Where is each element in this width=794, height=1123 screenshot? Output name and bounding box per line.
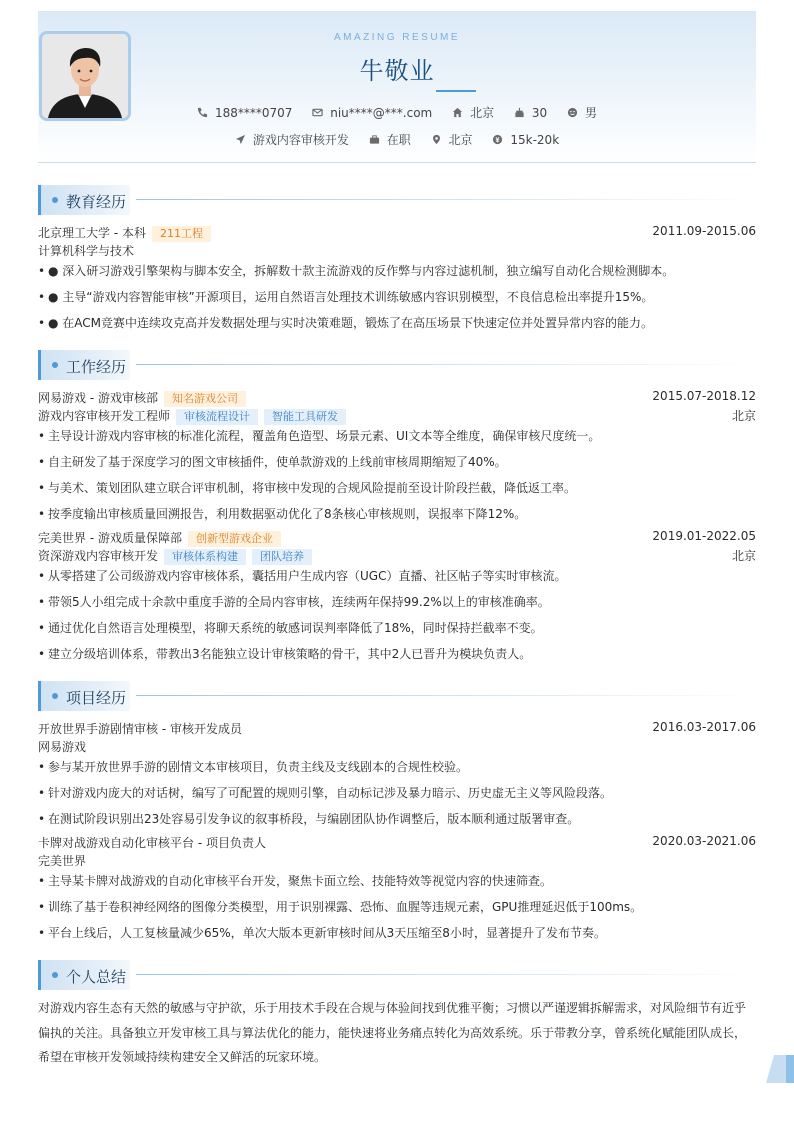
bullet-text: 自主研发了基于深度学习的图文审核插件，使单款游戏的上线前审核周期缩短了40%。 [48, 455, 507, 469]
mail-icon [312, 107, 323, 118]
role-tag: 审核流程设计 [176, 409, 258, 425]
bullet-text: 建立分级培训体系，带教出3名能独立设计审核策略的骨干，其中2人已晋升为模块负责人。 [48, 647, 532, 661]
residence-info [452, 104, 494, 121]
list-item: • 主导设计游戏内容审核的标准化流程，覆盖角色造型、场景元素、UI文本等全维度，确保审核尺度统一。 [38, 429, 601, 443]
section-dot [52, 972, 58, 978]
work-role [38, 407, 756, 425]
bullet-text: 按季度输出审核质量回溯报告，利用数据驱动优化了8条核心审核规则，误报率下降12%。 [48, 507, 527, 521]
list-item: • 从零搭建了公司级游戏内容审核体系，囊括用户生成内容（UGC）直播、社区帖子等实时审核流。 [38, 569, 567, 583]
bullet-text: ● 主导“游戏内容智能审核”开源项目，运用自然语言处理技术训练敏感内容识别模型，不良信息检出率提升15%。 [48, 290, 654, 304]
role-tag: 团队培养 [252, 549, 312, 565]
location-pin-icon [431, 134, 442, 145]
bullet-text: 平台上线后，人工复核量减少65%，单次大版本更新审核时间从3天压缩至8小时，显著提升了发布节奏。 [48, 926, 606, 940]
contact-row [38, 104, 756, 121]
job-intent-row [38, 131, 756, 148]
email-text: niu****@***.com [330, 105, 433, 120]
list-item: • 与美术、策划团队建立联合评审机制，将审核中发现的合规风险提前至设计阶段拦截，降低返工率。 [38, 481, 577, 495]
company-name: 完美世界 - 游戏质量保障部 [38, 531, 182, 545]
list-item: • 在测试阶段识别出23处容易引发争议的叙事桥段，与编剧团队协作调整后，版本顺利通过版署审查。 [38, 812, 580, 826]
bullet-text: 参与某开放世界手游的剧情文本审核项目，负责主线及支线剧本的合规性校验。 [48, 760, 469, 774]
section-summary [38, 960, 756, 990]
target-position-info [235, 131, 349, 148]
residence-text: 北京 [470, 106, 495, 120]
section-rule [136, 974, 756, 975]
list-item: • 建立分级培训体系，带教出3名能独立设计审核策略的骨干，其中2人已晋升为模块负责人。 [38, 647, 532, 661]
section-title-work: 工作经历 [66, 358, 127, 376]
education-date: 2011.09-2015.06 [652, 224, 756, 238]
bullet-text: ● 在ACM竞赛中连续攻克高并发数据处理与实时决策难题，锻炼了在高压场景下快速定位并处置异常内容的能力。 [48, 316, 654, 330]
project-org: 网易游戏 [38, 740, 87, 754]
phone-text: 188****0707 [214, 105, 293, 120]
target-city-info [431, 131, 473, 148]
salary-icon [492, 134, 503, 145]
project-name: 开放世界手游剧情审核 - 审核开发成员 [38, 722, 242, 736]
gender-icon [567, 107, 578, 118]
section-dot [52, 693, 58, 699]
section-rule [136, 364, 756, 365]
section-projects [38, 681, 756, 711]
company-tag: 创新型游戏企业 [188, 531, 281, 547]
gender-info [567, 104, 597, 121]
role-title: 资深游戏内容审核开发 [38, 549, 159, 563]
work-role [38, 547, 756, 565]
work-city: 北京 [731, 409, 756, 423]
list-item: • ● 主导“游戏内容智能审核”开源项目，运用自然语言处理技术训练敏感内容识别模型，不良信息检出率提升15%。 [38, 290, 654, 304]
list-item: • 主导某卡牌对战游戏的自动化审核平台开发，聚焦卡面立绘、技能特效等视觉内容的快速筛查。 [38, 874, 553, 888]
project-date: 2020.03-2021.06 [652, 834, 756, 848]
work-company [38, 529, 756, 547]
section-education [38, 185, 756, 215]
role-tag: 智能工具研发 [264, 409, 346, 425]
salary-text: 15k-20k [510, 132, 560, 147]
section-title-projects: 项目经历 [66, 689, 127, 707]
bullet-text: 从零搭建了公司级游戏内容审核体系，囊括用户生成内容（UGC）直播、社区帖子等实时审核流。 [48, 569, 567, 583]
age-text: 30 [531, 105, 548, 120]
project-date: 2016.03-2017.06 [652, 720, 756, 734]
phone-icon [197, 107, 208, 118]
list-item: • ● 深入研习游戏引擎架构与脚本安全，拆解数十款主流游戏的反作弊与内容过滤机制，独立编写自动化合规检测脚本。 [38, 264, 675, 278]
list-item: • 训练了基于卷积神经网络的图像分类模型，用于识别裸露、恐怖、血腥等违规元素，GPU推理延迟低于100ms。 [38, 900, 643, 914]
list-item: • 参与某开放世界手游的剧情文本审核项目，负责主线及支线剧本的合规性校验。 [38, 760, 469, 774]
project-title [38, 834, 756, 851]
bullet-text: 针对游戏内庞大的对话树，编写了可配置的规则引擎，自动标记涉及暴力暗示、历史虚无主义等风险段落。 [48, 786, 613, 800]
page-corner-decoration [766, 1055, 794, 1083]
resume-header [38, 11, 756, 163]
bullet-text: 训练了基于卷积神经网络的图像分类模型，用于识别裸露、恐怖、血腥等违规元素，GPU推理延迟低于100ms。 [48, 900, 643, 914]
bullet-text: ● 深入研习游戏引擎架构与脚本安全，拆解数十款主流游戏的反作弊与内容过滤机制，独立编写自动化合规检测脚本。 [48, 264, 675, 278]
section-title-summary: 个人总结 [66, 968, 127, 986]
candidate-name: 牛敬业 [359, 57, 435, 85]
send-icon [235, 134, 246, 145]
section-work [38, 350, 756, 380]
bullet-text: 主导设计游戏内容审核的标准化流程，覆盖角色造型、场景元素、UI文本等全维度，确保审核尺度统一。 [48, 429, 601, 443]
section-rule [136, 199, 756, 200]
section-rule [136, 695, 756, 696]
job-status-info [369, 131, 411, 148]
name-underline [436, 90, 476, 92]
salary-info [492, 133, 559, 147]
bullet-text: 带领5人小组完成十余款中重度手游的全局内容审核，连续两年保持99.2%以上的审核准确率。 [48, 595, 550, 609]
role-tag: 审核体系构建 [164, 549, 246, 565]
section-title-education: 教育经历 [66, 193, 127, 211]
list-item: • 平台上线后，人工复核量减少65%，单次大版本更新审核时间从3天压缩至8小时，显著提升了发布节奏。 [38, 926, 606, 940]
company-tag: 知名游戏公司 [164, 391, 246, 407]
briefcase-icon [369, 134, 380, 145]
work-company [38, 389, 756, 407]
work-date: 2015.07-2018.12 [652, 389, 756, 403]
project-title [38, 720, 756, 737]
cake-icon [514, 107, 525, 118]
work-city: 北京 [731, 549, 756, 563]
education-major: 计算机科学与技术 [38, 244, 135, 258]
phone-info [197, 106, 292, 120]
list-item: • 自主研发了基于深度学习的图文审核插件，使单款游戏的上线前审核周期缩短了40%。 [38, 455, 507, 469]
project-name: 卡牌对战游戏自动化审核平台 - 项目负责人 [38, 836, 266, 850]
list-item: • 带领5人小组完成十余款中重度手游的全局内容审核，连续两年保持99.2%以上的审核准确率。 [38, 595, 550, 609]
list-item: • 通过优化自然语言处理模型，将聊天系统的敏感词误判率降低了18%，同时保持拦截率不变。 [38, 621, 543, 635]
section-dot [52, 197, 58, 203]
bullet-text: 在测试阶段识别出23处容易引发争议的叙事桥段，与编剧团队协作调整后，版本顺利通过版署审查。 [48, 812, 580, 826]
gender-text: 男 [585, 106, 598, 120]
summary-text: 对游戏内容生态有天然的敏感与守护欲，乐于用技术手段在合规与体验间找到优雅平衡；习惯以严谨逻辑拆解需求，对风险细节有近乎偏执的关注。具备独立开发审核工具与算法优化的能力，能快速将业务痛点转化为高效系统。乐于带教分享，曾系统化赋能团队成长，希望在审核开发领域持续构建安全又鲜活的玩家环境。 [38, 1001, 747, 1064]
email-info [312, 106, 432, 120]
bullet-text: 与美术、策划团队建立联合评审机制，将审核中发现的合规风险提前至设计阶段拦截，降低返工率。 [48, 481, 577, 495]
list-item: • 按季度输出审核质量回溯报告，利用数据驱动优化了8条核心审核规则，误报率下降12%。 [38, 507, 527, 521]
target-city-text: 北京 [448, 133, 473, 147]
school-name: 北京理工大学 - 本科 [38, 226, 146, 240]
job-status-text: 在职 [386, 133, 411, 147]
education-entry [38, 224, 756, 242]
school-tag: 211工程 [152, 226, 211, 242]
company-name: 网易游戏 - 游戏审核部 [38, 391, 158, 405]
list-item: • 针对游戏内庞大的对话树，编写了可配置的规则引擎，自动标记涉及暴力暗示、历史虚无主义等风险段落。 [38, 786, 613, 800]
work-date: 2019.01-2022.05 [652, 529, 756, 543]
home-icon [452, 107, 463, 118]
bullet-text: 通过优化自然语言处理模型，将聊天系统的敏感词误判率降低了18%，同时保持拦截率不变。 [48, 621, 543, 635]
section-dot [52, 362, 58, 368]
bullet-text: 主导某卡牌对战游戏的自动化审核平台开发，聚焦卡面立绘、技能特效等视觉内容的快速筛查。 [48, 874, 553, 888]
role-title: 游戏内容审核开发工程师 [38, 409, 171, 423]
target-position-text: 游戏内容审核开发 [252, 133, 349, 147]
age-info [514, 106, 547, 120]
resume-tagline: AMAZING RESUME [333, 32, 461, 43]
list-item: • ● 在ACM竞赛中连续攻克高并发数据处理与实时决策难题，锻炼了在高压场景下快速定位并处置异常内容的能力。 [38, 316, 654, 330]
project-org: 完美世界 [38, 854, 87, 868]
